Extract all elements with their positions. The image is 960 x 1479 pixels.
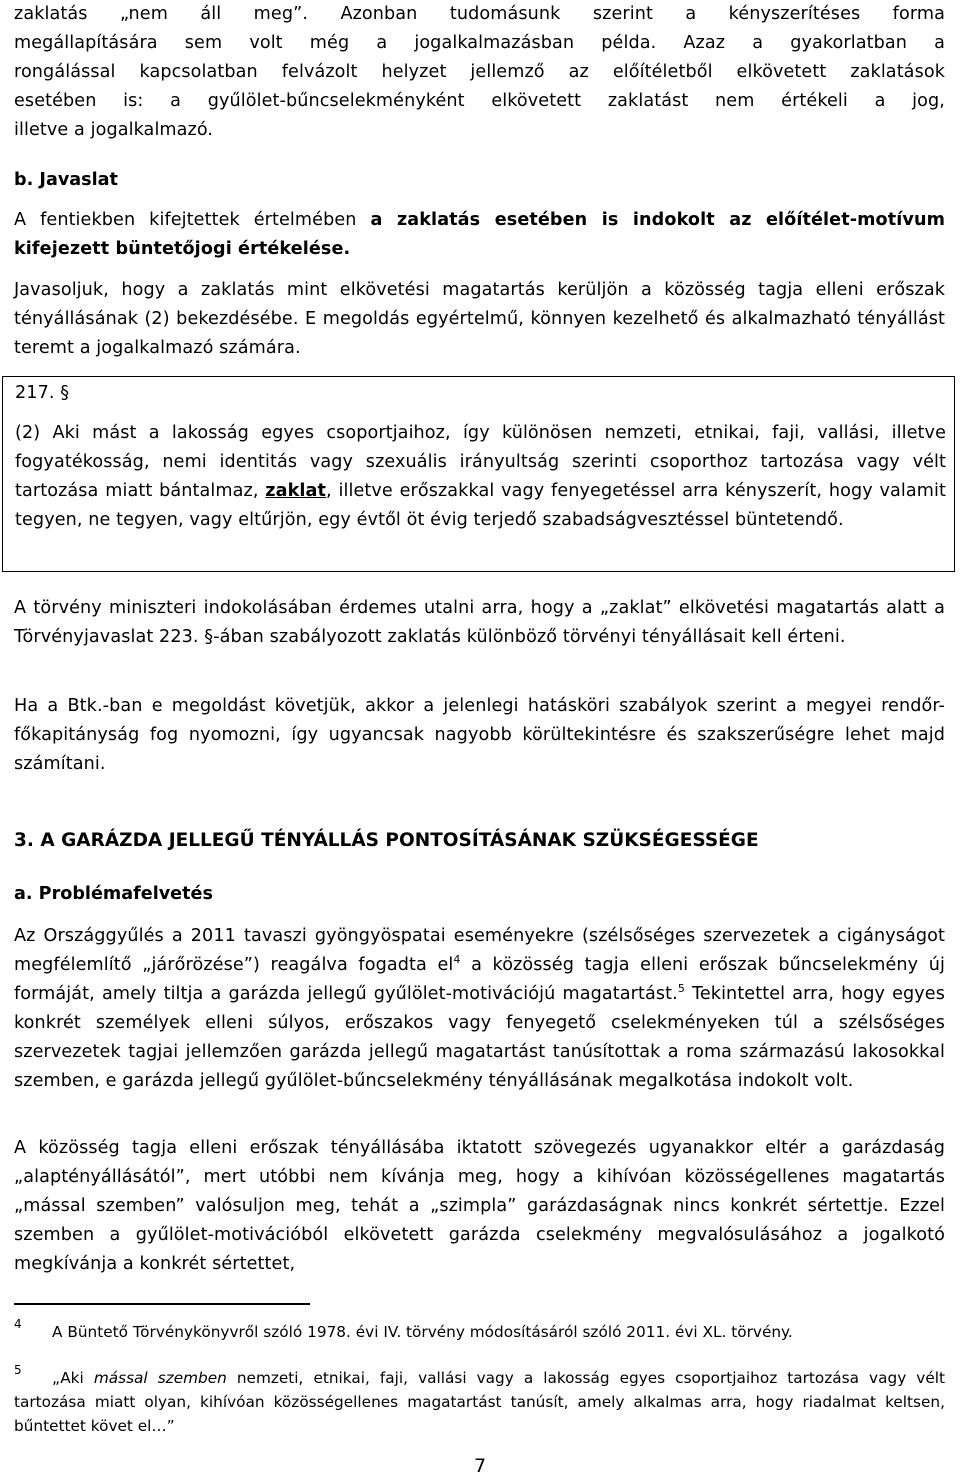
legal-text-box: [2, 376, 955, 572]
text-line: illetve a jogalkalmazó.: [14, 120, 214, 140]
footnote-italic: mással szemben: [93, 1369, 227, 1387]
footnote-ref-4[interactable]: 4: [453, 953, 461, 967]
paragraph-harassment-context: [14, 0, 945, 145]
proposal-normal-text: A fentiekben kifejtettek értelmében: [14, 210, 371, 230]
section-heading-b: b. Javaslat: [14, 170, 118, 190]
text-line: megállapítására sem volt még a jogalkalmazásban példa. Azaz a gyakorlatban a: [14, 33, 945, 53]
paragraph-problem-statement: [14, 922, 945, 1096]
paragraph-btk-solution: Ha a Btk.-ban e megoldást követjük, akkor a jelenlegi hatásköri szabályok szerint a megyei rendőr-főkapitányság fog nyomozni, így ugyancsak nagyobb körültekintésre és szakszerűségre lehet majd számítani.: [14, 696, 945, 774]
problem-text-2: a közösség tagja elleni erőszak bűncselekmény új formáját, amely tiltja a garázda jellegű gyűlölet-motivációjú magatartást.: [14, 955, 946, 1004]
paragraph-proposal: [14, 206, 945, 264]
footnote-4: [14, 1317, 945, 1344]
chapter-heading-3: 3. A GARÁZDA JELLEGŰ TÉNYÁLLÁS PONTOSÍTÁSÁNAK SZÜKSÉGESSÉGE: [14, 830, 759, 851]
text-line: rongálással kapcsolatban felvázolt helyzet jellemző az előítéletből elkövetett zaklatások: [14, 62, 945, 82]
legal-provision-text: [15, 419, 946, 535]
footnote-text: A Büntető Törvénykönyvről szóló 1978. évi IV. törvény módosításáról szóló 2011. évi XL. törvény.: [52, 1323, 793, 1341]
footnote-5: [14, 1363, 945, 1438]
footnote-number: 5: [14, 1363, 22, 1377]
page-number: 7: [473, 1455, 487, 1477]
paragraph-suggestion: Javasoljuk, hogy a zaklatás mint elkövetési magatartás kerüljön a közösség tagja elleni erőszak tényállásának (2) bekezdésébe. E megoldás egyértelmű, könnyen kezelhető és alkalmazható tényállást teremt a jogalkalmazó számára.: [14, 280, 945, 358]
footnote-ref-5[interactable]: 5: [677, 982, 685, 996]
section-heading-a: a. Problémafelvetés: [14, 884, 213, 904]
footnote-text-end: nemzeti, etnikai, faji, vallási vagy a lakosság egyes csoportjaihoz tartozása vagy vélt tartozása miatt olyan, kihívóan közösségellenes magatartást tanúsít, amely alkalmas arra, hogy riadalmat keltsen, bűntettet követ el…”: [14, 1369, 945, 1435]
footnote-text-start: „Aki: [52, 1369, 94, 1387]
footnote-text: [14, 1366, 945, 1438]
paragraph-community-violence: A közösség tagja elleni erőszak tényállásába iktatott szövegezés ugyanakkor eltér a garázdaság „alaptényállásától”, mert utóbbi nem kívánja meg, hogy a kihívóan közösségellenes magatartás „mással szemben” valósuljon meg, tehát a „szimpla” garázdaságnak nincs konkrét sértettje. Ezzel szemben a gyűlölet-motivációból elkövetett garázda cselekmény megvalósulásához a jogalkotó megkívánja a konkrét sértettet,: [14, 1138, 945, 1274]
proposal-bold-text: a zaklatás esetében is indokolt az előítélet-motívum kifejezett büntetőjogi értékelése.: [14, 210, 946, 259]
text-line: esetében is: a gyűlölet-bűncselekményként elkövetett zaklatást nem értékeli a jog,: [14, 91, 945, 111]
section-number: 217. §: [15, 383, 70, 403]
paragraph-ministerial-reasoning: A törvény miniszteri indokolásában érdemes utalni arra, hogy a „zaklat” elkövetési magatartás alatt a Törvényjavaslat 223. §-ában szabályozott zaklatás különböző törvényi tényállásait kell érteni.: [14, 598, 945, 647]
problem-text-1: Az Országgyűlés a 2011 tavaszi gyöngyöspatai eseményekre (szélsőséges szervezetek a cigányságot megfélemlítő „járőrözése”) reagálva fogadta el: [14, 926, 945, 975]
underlined-term: zaklat: [265, 481, 327, 501]
footnote-number: 4: [14, 1317, 22, 1331]
footnote-separator: [14, 1303, 310, 1305]
problem-text-3: Tekintettel arra, hogy egyes konkrét személyek elleni súlyos, erőszakos vagy fenyegető cselekményeken túl a szélsőséges szervezetek tagjai jellemzően garázda jellegű magatartást tanúsítottak a roma származású lakosokkal szemben, e garázda jellegű gyűlölet-bűncselekmény tényállásának megalkotása indokolt volt.: [14, 984, 945, 1091]
text-line: zaklatás „nem áll meg”. Azonban tudomásunk szerint a kényszerítéses forma: [14, 4, 945, 24]
provision-text-end: , illetve erőszakkal vagy fenyegetéssel arra kényszerít, hogy valamit tegyen, ne tegyen, vagy eltűrjön, egy évtől öt évig terjedő szabadságvesztéssel büntetendő.: [15, 481, 946, 530]
provision-text-start: (2) Aki mást a lakosság egyes csoportjaihoz, így különösen nemzeti, etnikai, faji, vallási, illetve fogyatékosság, nemi identitás vagy szexuális irányultság szerinti csoporthoz tartozása vagy vélt tartozása miatt bántalmaz,: [15, 423, 946, 501]
